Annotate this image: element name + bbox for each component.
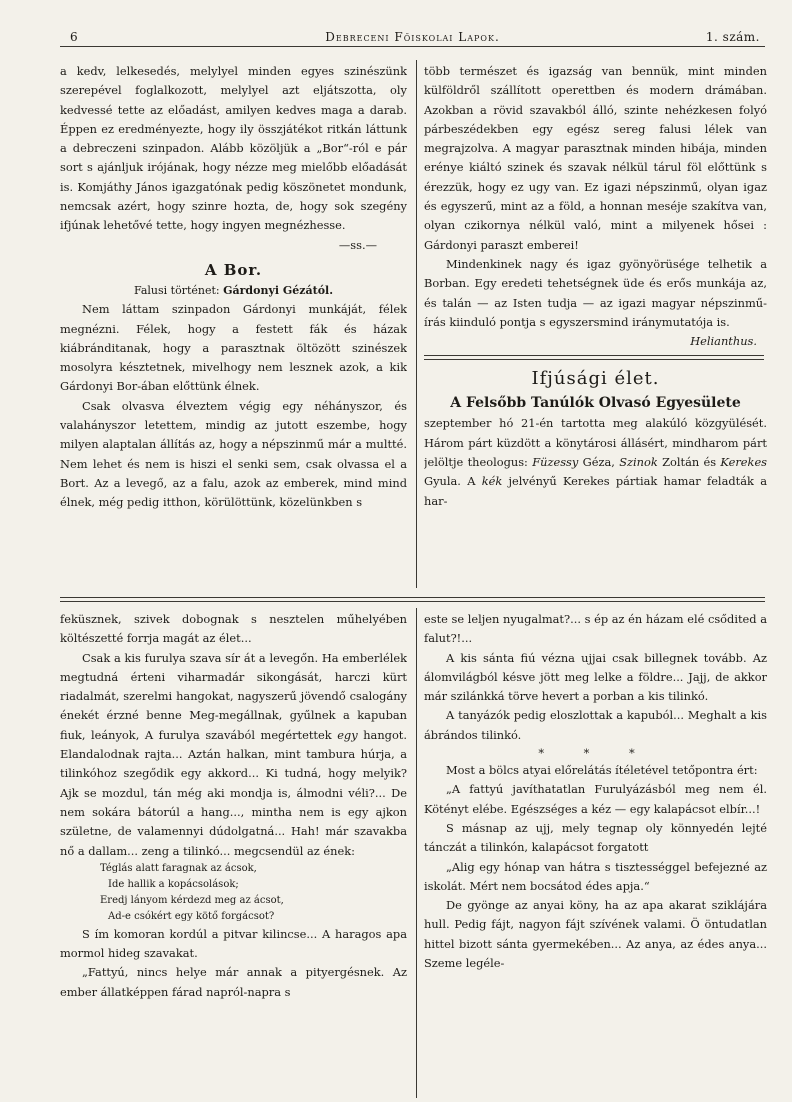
- poem-line: Ad-e csókért egy kötő forgácsot?: [108, 910, 275, 922]
- review-intro: a kedv, lelkesedés, melylyel minden egyes szinészünk szerepével foglalkozott, melylyel azt eljátszotta, oly kedvessé tette az előadást, amilyen kedves maga a darab. Éppen ez eredményezte, hogy ily összjátékot ritkán láttunk a debreczeni szinpadon. Alább közöljük a „Bor“-ról e pár sort s ajánljuk irójának, hogy nézze meg mielőbb előadását is. Komjáthy János igazgatónak pedig köszönetet mondunk, nemcsak azért, hogy szinre hozta, de, hogy sok szegény ifjúnak lehetővé tette, hogy ingyen megnézhesse.: [60, 64, 407, 233]
- story-paragraph: S másnap az ujj, mely tegnap oly könnyedén lejté tánczát a tilinkón, kalapácsot forgatott: [424, 820, 767, 855]
- article-subheading: [60, 281, 407, 300]
- subheading-prefix: Falusi történet:: [133, 283, 220, 297]
- story-paragraph: este se leljen nyugalmat?... s ép az én házam elé csődited a falut?!...: [424, 612, 767, 646]
- section-stars: * * *: [538, 746, 653, 761]
- section-title: Ifjúsági élet.: [531, 368, 660, 390]
- poem-line: Ide hallik a kopácsolások;: [108, 878, 239, 890]
- kek-word: kék: [481, 474, 503, 489]
- article-paragraph: Csak olvasva élveztem végig egy néhányszor, és valahányszor letettem, mindig az jutott eszembe, hogy milyen alaptalan állítás az, hogy a népszinmű már a multté. Nem lehet és nem is hiszi el senki sem, csak olvassa el a Bort. Az a levegő, az a falu, azok az emberek, mind mind élnek, még pedig itthon, körülöttünk, közelünkben s: [60, 398, 407, 510]
- section-separator: [424, 355, 764, 360]
- story-paragraph: feküsznek, szivek dobognak s nesztelen műhelyében költészetté forrja magát az élet...: [60, 612, 407, 646]
- association-report: szeptember hó 21-én tartotta meg alakúló közgyülését. Három párt küzdött a könytárosi állásért, mindharom párt jelöltje theologus: Füzessy Géza, Szinok Zoltán és Kerekes Gyula. A kék jelvényű Kerekes pártiak hamar feladták a har-: [424, 416, 767, 508]
- story-paragraph: De gyönge az anyai köny, ha az apa akarat sziklájára hull. Pedig fájt, nagyon fájt szívének valami. Ö öntudatlan hittel bizott sánta gyermekében... Az anya, az édes anya... Szeme legéle-: [424, 898, 767, 971]
- poem-line: Eredj lányom kérdezd meg az ácsot,: [100, 894, 284, 906]
- top-left-column: [60, 62, 407, 588]
- article-heading: A Bor.: [204, 260, 263, 279]
- review-continuation: több természet és igazság van bennük, mint minden külföldről szállított operettben és modern drámában. Azokban a rövid szavakból álló, szinte nehézkesen folyó párbeszédekben egy egész sereg falusi lélek van megrajzolva. A magyar parasztnak minden hibája, minden erénye kiáltó szinek és szavak nélkül tárul föl előttünk s érezzük, hogy ez ugy van. Ez igazi népszinmű, olyan igaz és egyszerű, mint az a föld, a honnan meséje szakítva van, olyan czikornya nélkül való, mint a milyenek hősei : Gárdonyi paraszt emberei!: [424, 64, 767, 252]
- header-rule: [60, 46, 765, 47]
- story-paragraph: Csak a kis furulya szava sír át a levegőn. Ha emberlélek megtudná érteni viharmadár sikongását, harczi kürt riadalmát, szerelmi hangokat, nagyszerű jövendő csalogány énekét érzné benne Meg-megállnak, gyűlnek a kapuban fiuk, leányok, A furulya szavából megértettek egy hangot. Elandalodnak rajta... Aztán halkan, mint tambura húrja, a tilinkóhoz szegődik egy akkord... Ki tudná, hogy melyik? Ajk se mozdul, tán még aki mondja is, álmodni véli?... De nem sokára bátorúl a hang..., mintha nem is egy ajkon születne, de valamennyi dúdolgatná... Hah! már szavakba nő a dallam... zeng a tilinkó... megcsendül az ének:: [60, 650, 407, 858]
- subheading-author: Gárdonyi Gézától.: [223, 283, 334, 297]
- story-paragraph: „Alig egy hónap van hátra s tisztességgel befejezné az iskolát. Mért nem bocsátod édes apja.“: [424, 859, 767, 893]
- story-paragraph: Most a bölcs atyai előrelátás ítéletével tetőpontra ért:: [446, 763, 758, 778]
- poem-line: Téglás alatt faragnak az ácsok,: [100, 862, 257, 874]
- association-title: A Felsőbb Tanúlók Olvasó Egyesülete: [450, 395, 741, 412]
- column-divider-top: [416, 60, 417, 588]
- page-header: [60, 26, 765, 48]
- column-divider-bottom: [416, 608, 417, 1098]
- journal-title: Debreceni Főiskolai Lapok.: [325, 30, 500, 44]
- emphasis-egy: egy: [337, 727, 358, 742]
- candidate-name: Füzessy: [532, 455, 579, 470]
- story-paragraph: S ím komoran kordúl a pitvar kilincse... A haragos apa mormol hideg szavakat.: [60, 926, 407, 961]
- review-paragraph: Mindenkinek nagy és igaz gyönyörüsége telhetik a Borban. Egy eredeti tehetségnek üde és erős munkája az, és talán — az Isten tudja — az igazi magyar népszinmű-írás kiinduló pontja s egyszersmind iránymutatója is.: [424, 256, 767, 329]
- story-paragraph: „A fattyú javíthatatlan Furulyázásból meg nem él. Kötényt elébe. Egészséges a kéz — egy kalapácsot elbír...!: [424, 782, 767, 816]
- story-paragraph: A tanyázók pedig eloszlottak a kapuból... Meghalt a kis ábrándos tilinkó.: [424, 708, 767, 742]
- story-separator: [60, 597, 765, 602]
- candidate-name: Kerekes: [720, 455, 767, 470]
- candidate-name: Szinok: [619, 455, 658, 470]
- top-right-column: [424, 62, 767, 588]
- bottom-right-column: [424, 610, 767, 1098]
- review-author: Helianthus.: [690, 334, 757, 349]
- review-signature: —ss.—: [338, 237, 377, 252]
- page-number: 6: [70, 30, 79, 44]
- article-paragraph: Nem láttam szinpadon Gárdonyi munkáját, félek megnézni. Félek, hogy a festett fák és házak kiábránditanak, hogy a parasztnak öltözött szinészek mosolyra késztetnek, mivelhogy nem lesznek azok, a kik Gárdonyi Bor-ában előttünk élnek.: [60, 302, 407, 394]
- issue-number: 1. szám.: [705, 30, 760, 44]
- bottom-left-column: [60, 610, 407, 1098]
- story-paragraph: A kis sánta fiú vézna ujjai csak billegnek tovább. Az álomvilágból késve jött meg lelke a földre... Jajj, de akkor már szilánkká törve hevert a porban a kis tilinkó.: [424, 650, 767, 704]
- story-paragraph: „Fattyú, nincs helye már annak a pityergésnek. Az ember állatképpen fárad napról-napra s: [60, 965, 407, 999]
